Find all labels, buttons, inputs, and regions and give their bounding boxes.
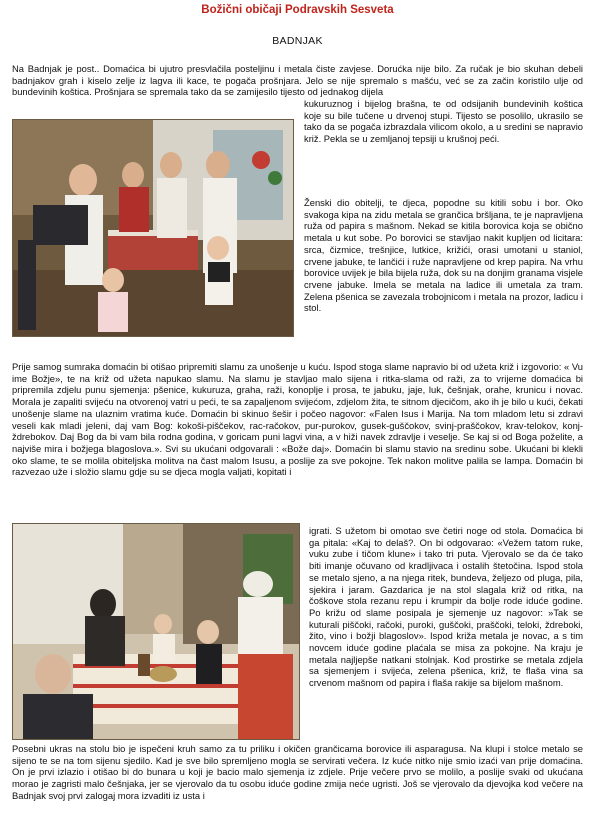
women-paragraph-block <box>304 197 583 314</box>
dusk-paragraph: Prije samog sumraka domaćin bi otišao pripremiti slamu za unošenje u kuću. Ispod stoga slame napravio bi od užeta križ i izgovorio: « Vu ime Božje», te na križ od užeta napukao slamu. Na slamu je stavljao malo sijena i ritka-slama od raži, za to vrijeme domaćica bi pripremila zdjelu punu sjemenja: pšenice, kukuruza, graha, raži, konoplje i prosa, te jabuku, jaje, luk, češnjak, orahe, krunicu i novac. Morala je zapaliti svijeću na otvorenoj vatri u peći, te sa zapaljenom svijećom, zdjelom žita, te sitnom djecičom, ako ih je bilo u kući, čekati unošenje slame na ulaznim vratima kuće. Domaćin bi skinuo šešir i počeo nagovor: «Falen Isus i Marija. Na tom mladom letu si zdravi veseli kak mladi jeleni, daj vam Bog: kokoši-piščekov, rac-račokov, pur-purokov, gusek-guščokov, svinj-praščokov, krav-telokov, konj-ždrebokov. Daj Bog da bi vam bila rodna godina, v goricam puni lagvi vina, a v hiži navek zdravlje i veselje. Se kaj si od Boga poželite, a najviše mira i božjega blagoslova.». Svi su ukućani odgovarali : «Bože daj». Domaćin bi slamu stavio na sredinu sobe. Ukućani bi klekli oko slame, te se molila obiteljska molitva na čast malom Isusu, a poslije za sve pokojne. Tek nakon molitve palila se lampa. Domaćin bi razvezao uže i složio slamu gdje su se djeca mogla valjati, kopitati i <box>12 361 583 478</box>
right-paragraph-block <box>309 525 583 689</box>
bottom-paragraph: Posebni ukras na stolu bio je ispečeni kruh samo za tu priliku i okičen grančicama borovice ili asparagusa. Na klupi i stolce metalo se sijeno te se na tom sijenu sjedilo. Kad je sve bilo spremljeno mogla se servirati večera. Iz kuće nitko nije smio izaći van prije domaćina. On je prvi izlazio i otišao bi do bunara u koji je bacio malo sjemenja iz zdjele. Prije večere prvo se molilo, a poslije svaki od ukućana morao je zagristi malo češnjaka, jer se vjerovalo da tu osobu iduće godine zmija neće ugristi. Još se vjerovalo da djevojka kod večere na Badnjak svoj prvi zalogaj mora izvaditi iz usta i <box>12 743 583 801</box>
dusk-paragraph-block <box>12 361 583 478</box>
tv-recording-family-photo <box>12 119 294 337</box>
intro-continuation: kukuruznog i bijelog brašna, te od odsijanih bundevinih koštica koje su bile tučene u drvenoj stupi. Tijesto se posolilo, ukrasilo se tako da se pogača izbrazdala vilicom okolo, a u sredini se napravio križ. Pekla se u zemljanoj tepsiji u krušnoj peći. <box>304 98 583 145</box>
bottom-paragraph-block <box>12 743 583 802</box>
photo-icon <box>13 120 293 336</box>
document-title: Božični običaji Podravskih Sesveta <box>201 4 394 16</box>
intro-continuation-block <box>304 98 583 145</box>
christmas-eve-table-photo <box>12 523 300 740</box>
table-ritual-paragraph: igrati. S užetom bi omotao sve četiri noge od stola. Domaćica bi ga pitala: «Kaj to delaš?. On bi odgovarao: «Vežem tatom ruke, vuku zube i tičom klune» i tako tri puta. Vjerovalo se da će tako biti imanje očuvano od kradljivaca i ostalih štetočina. Ispod stola se metalo sjeno, a na njega ritek, bundeva, željezo od pluga, pila, sjekira i jaram. Gazdarica je na stol slagala križ od ritka, na čoškove stola rezanu repu i krumpir da bolje rode iduće godine. Po križu od slame posipala je sjemenje uz nagovor: »Tak se kuturali piščoki, račoki, puroki, guščoki, praščoki, teloki, ždreboki, žito, vino i božji blagoslov». Ispod križa metala je novac, a s tim novcem iduće godine plaćala se misa za pokojne. Na kraju je metala najljepše natkani stolnjak. Kod prostirke se metala zdjela sa sjemenjem i svijeća, zelena pšenica, križ, te flaša vina sa crvenom mašnom od papira i flaša rakije sa bijelom mašnom. <box>309 525 583 689</box>
section-heading: BADNJAK <box>272 35 323 47</box>
intro-paragraph: Na Badnjak je post.. Domaćica bi ujutro presvlačila posteljinu i metala čiste zavjese. Dorućka nije bilo. Za ručak je bio skuhan debeli badnjakov grah i kiselo zelje iz lagva ili kace, te pogača prošnjara. Jelo se nije spremalo s mašću, već se za začin koristilo ulje od bundevinih koštica. Prošnjara se spremala tako da se zamijesilo tijesto od jednakog dijela <box>12 63 583 98</box>
photo-icon <box>13 524 299 739</box>
intro-paragraph-block <box>12 63 583 98</box>
women-paragraph: Ženski dio obitelji, te djeca, popodne su kitili sobu i bor. Oko svakoga kipa na zidu metala se grančica bršljana, te je napravljena ruža od papira s mašnom. Nekad se kitila borovica koja se obično metala u kut sobe. Po borovici se stavljao nakit kupljen od licitara: srca, čizmice, trešnjice, lutkice, križići, orasi umotani u staniol, crvene jabuke, te lančići i ruže napravljene od krep papira. Na vrhu borovice uvijek je bila bijela ruža, dok su na donjim granama visjele crvene jabuke. Imela se metala na ladice ili umetala za tram. Zelena pšenica se zavezala trobojnicom i metala na prozor, ladicu i stol. <box>304 197 583 314</box>
